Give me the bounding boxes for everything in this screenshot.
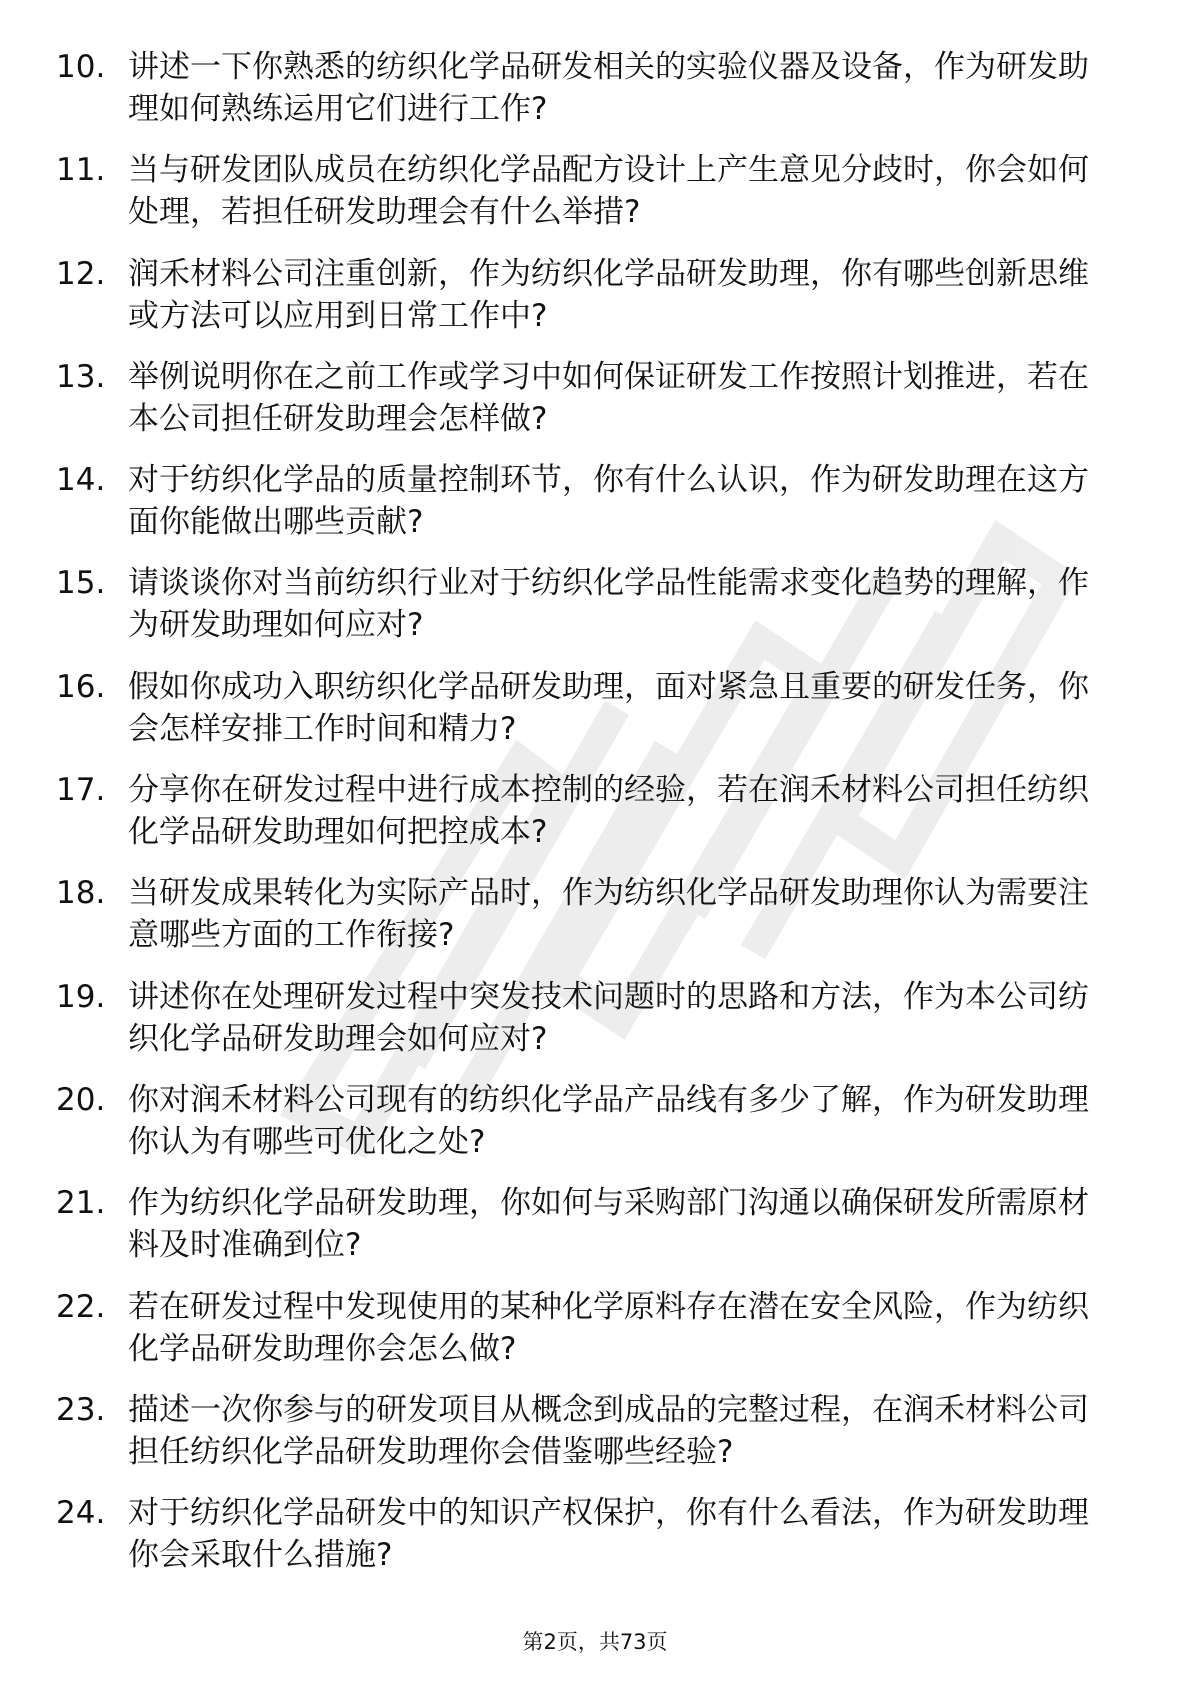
question-text: 你对润禾材料公司现有的纺织化学品产品线有多少了解，作为研发助理你认为有哪些可优化之处? xyxy=(128,1081,1089,1160)
question-text: 对于纺织化学品的质量控制环节，你有什么认识，作为研发助理在这方面你能做出哪些贡献? xyxy=(128,462,1089,541)
list-item xyxy=(0,1079,1190,1182)
list-item xyxy=(0,356,1190,459)
question-text: 当与研发团队成员在纺织化学品配方设计上产生意见分歧时，你会如何处理，若担任研发助理会有什么举措? xyxy=(128,152,1089,231)
question-text: 若在研发过程中发现使用的某种化学原料存在潜在安全风险，作为纺织化学品研发助理你会怎么做? xyxy=(128,1288,1089,1367)
page-number-label: 第2页，共73页 xyxy=(522,1630,668,1654)
question-number: 18. xyxy=(56,875,106,912)
page-footer xyxy=(0,1629,1190,1655)
question-number: 10. xyxy=(56,49,106,85)
list-item xyxy=(0,1286,1190,1389)
list-item xyxy=(0,769,1190,872)
list-item xyxy=(0,562,1190,665)
list-item xyxy=(0,666,1190,769)
question-text: 分享你在研发过程中进行成本控制的经验，若在润禾材料公司担任纺织化学品研发助理如何把控成本? xyxy=(128,772,1089,851)
question-text: 当研发成果转化为实际产品时，作为纺织化学品研发助理你认为需要注意哪些方面的工作衔接? xyxy=(128,875,1089,954)
question-number: 24. xyxy=(56,1495,106,1532)
question-number: 17. xyxy=(56,772,106,809)
list-item xyxy=(0,976,1190,1079)
question-text: 假如你成功入职纺织化学品研发助理，面对紧急且重要的研发任务，你会怎样安排工作时间和精力? xyxy=(128,668,1089,747)
question-number: 12. xyxy=(56,255,106,292)
question-list xyxy=(0,46,1190,1595)
list-item xyxy=(0,1182,1190,1285)
question-number: 13. xyxy=(56,358,106,395)
list-item xyxy=(0,1492,1190,1595)
question-number: 11. xyxy=(56,152,106,189)
question-text: 作为纺织化学品研发助理，你如何与采购部门沟通以确保研发所需原材料及时准确到位? xyxy=(128,1185,1089,1264)
question-text: 讲述你在处理研发过程中突发技术问题时的思路和方法，作为本公司纺织化学品研发助理会如何应对? xyxy=(128,978,1089,1057)
question-text: 请谈谈你对当前纺织行业对于纺织化学品性能需求变化趋势的理解，作为研发助理如何应对? xyxy=(128,565,1089,644)
question-text: 讲述一下你熟悉的纺织化学品研发相关的实验仪器及设备，作为研发助理如何熟练运用它们进行工作? xyxy=(128,49,1089,127)
list-item xyxy=(0,253,1190,356)
list-item xyxy=(0,459,1190,562)
question-text: 润禾材料公司注重创新，作为纺织化学品研发助理，你有哪些创新思维或方法可以应用到日常工作中? xyxy=(128,255,1089,334)
question-number: 22. xyxy=(56,1288,106,1325)
question-number: 19. xyxy=(56,978,106,1015)
question-number: 16. xyxy=(56,668,106,705)
question-number: 14. xyxy=(56,462,106,499)
question-number: 23. xyxy=(56,1391,106,1428)
question-text: 描述一次你参与的研发项目从概念到成品的完整过程，在润禾材料公司担任纺织化学品研发助理你会借鉴哪些经验? xyxy=(128,1391,1089,1470)
list-item xyxy=(0,1389,1190,1492)
question-number: 20. xyxy=(56,1081,106,1118)
question-number: 15. xyxy=(56,565,106,602)
list-item xyxy=(0,46,1190,149)
question-text: 举例说明你在之前工作或学习中如何保证研发工作按照计划推进，若在本公司担任研发助理会怎样做? xyxy=(128,358,1089,437)
list-item xyxy=(0,872,1190,975)
question-number: 21. xyxy=(56,1185,106,1222)
list-item xyxy=(0,149,1190,252)
question-text: 对于纺织化学品研发中的知识产权保护，你有什么看法，作为研发助理你会采取什么措施? xyxy=(128,1495,1089,1574)
